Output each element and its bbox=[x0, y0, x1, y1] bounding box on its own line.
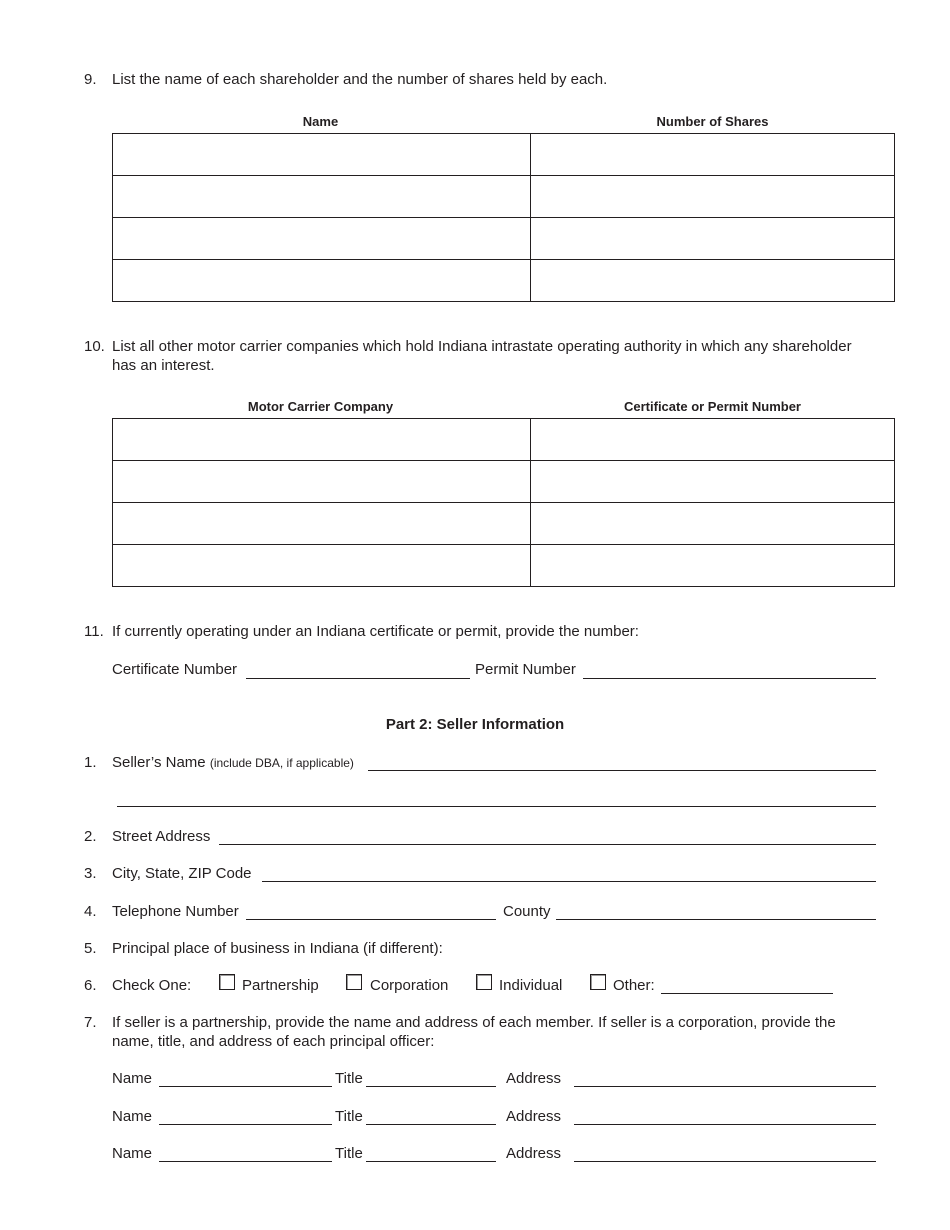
shares-cell[interactable] bbox=[531, 260, 895, 302]
motor-carrier-table bbox=[112, 418, 895, 587]
company-cell[interactable] bbox=[113, 419, 531, 461]
sellers-name-label-text: Seller’s Name bbox=[112, 754, 206, 771]
certificate-number-label: Certificate Number bbox=[112, 661, 238, 678]
shares-cell[interactable] bbox=[531, 134, 895, 176]
shareholder-name-cell[interactable] bbox=[113, 260, 531, 302]
q10-col-company-header: Motor Carrier Company bbox=[247, 399, 394, 414]
table-row bbox=[113, 176, 895, 218]
permit-number-cell[interactable] bbox=[531, 503, 895, 545]
sellers-name-field[interactable] bbox=[368, 770, 876, 771]
q9-col-shares-header: Number of Shares bbox=[656, 114, 769, 129]
dba-note: (include DBA, if applicable) bbox=[209, 756, 354, 770]
p2-q5-number: 5. bbox=[84, 940, 97, 957]
member-title-field[interactable] bbox=[366, 1086, 496, 1087]
telephone-field[interactable] bbox=[246, 919, 496, 920]
member-name-label: Name bbox=[112, 1145, 153, 1162]
member-title-field[interactable] bbox=[366, 1124, 496, 1125]
member-title-field[interactable] bbox=[366, 1161, 496, 1162]
city-state-zip-field[interactable] bbox=[262, 881, 876, 882]
q10-text-line1: List all other motor carrier companies which hold Indiana intrastate operating authority in which any shareholder bbox=[112, 338, 852, 355]
member-name-field[interactable] bbox=[159, 1086, 332, 1087]
principal-place-label: Principal place of business in Indiana (if different): bbox=[112, 940, 443, 957]
member-address-label: Address bbox=[506, 1108, 562, 1125]
other-field[interactable] bbox=[661, 993, 833, 994]
q10-col-permit-header: Certificate or Permit Number bbox=[624, 399, 801, 414]
table-row bbox=[113, 134, 895, 176]
q7-text-line2: name, title, and address of each principal officer: bbox=[112, 1033, 435, 1050]
permit-number-cell[interactable] bbox=[531, 545, 895, 587]
shares-cell[interactable] bbox=[531, 218, 895, 260]
shareholder-name-cell[interactable] bbox=[113, 176, 531, 218]
county-label: County bbox=[503, 903, 551, 920]
shareholder-name-cell[interactable] bbox=[113, 218, 531, 260]
member-address-label: Address bbox=[506, 1145, 562, 1162]
other-checkbox[interactable] bbox=[590, 974, 606, 990]
permit-number-cell[interactable] bbox=[531, 419, 895, 461]
member-name-field[interactable] bbox=[159, 1161, 332, 1162]
permit-number-label: Permit Number bbox=[475, 661, 576, 678]
member-title-label: Title bbox=[335, 1108, 363, 1125]
table-row bbox=[113, 545, 895, 587]
p2-q4-number: 4. bbox=[84, 903, 97, 920]
p2-q1-number: 1. bbox=[84, 754, 97, 771]
individual-label: Individual bbox=[499, 977, 563, 994]
member-address-field[interactable] bbox=[574, 1124, 876, 1125]
q9-text: List the name of each shareholder and the number of shares held by each. bbox=[112, 71, 608, 88]
table-row bbox=[113, 218, 895, 260]
partnership-label: Partnership bbox=[242, 977, 319, 994]
city-state-zip-label: City, State, ZIP Code bbox=[112, 865, 252, 882]
street-address-field[interactable] bbox=[219, 844, 876, 845]
street-address-label: Street Address bbox=[112, 828, 211, 845]
q7-text-line1: If seller is a partnership, provide the name and address of each member. If seller is a corporation, provide the bbox=[112, 1014, 836, 1031]
p2-q7-number: 7. bbox=[84, 1014, 97, 1031]
member-title-label: Title bbox=[335, 1070, 363, 1087]
company-cell[interactable] bbox=[113, 545, 531, 587]
other-label: Other: bbox=[613, 977, 655, 994]
certificate-number-field[interactable] bbox=[246, 678, 470, 679]
member-name-field[interactable] bbox=[159, 1124, 332, 1125]
table-row bbox=[113, 260, 895, 302]
county-field[interactable] bbox=[556, 919, 876, 920]
partnership-checkbox[interactable] bbox=[219, 974, 235, 990]
shares-cell[interactable] bbox=[531, 176, 895, 218]
telephone-label: Telephone Number bbox=[112, 903, 239, 920]
corporation-checkbox[interactable] bbox=[346, 974, 362, 990]
sellers-name-label bbox=[112, 754, 354, 771]
table-row bbox=[113, 461, 895, 503]
q9-col-name-header: Name bbox=[302, 114, 339, 129]
permit-number-cell[interactable] bbox=[531, 461, 895, 503]
shareholder-table bbox=[112, 133, 895, 302]
member-address-label: Address bbox=[506, 1070, 562, 1087]
shareholder-name-cell[interactable] bbox=[113, 134, 531, 176]
p2-q3-number: 3. bbox=[84, 865, 97, 882]
member-address-field[interactable] bbox=[574, 1161, 876, 1162]
p2-q6-number: 6. bbox=[84, 977, 97, 994]
individual-checkbox[interactable] bbox=[476, 974, 492, 990]
table-row bbox=[113, 503, 895, 545]
corporation-label: Corporation bbox=[370, 977, 449, 994]
sellers-name-field-line2[interactable] bbox=[117, 806, 876, 807]
permit-number-field[interactable] bbox=[583, 678, 876, 679]
check-one-label: Check One: bbox=[112, 977, 192, 994]
company-cell[interactable] bbox=[113, 503, 531, 545]
table-row bbox=[113, 419, 895, 461]
company-cell[interactable] bbox=[113, 461, 531, 503]
member-address-field[interactable] bbox=[574, 1086, 876, 1087]
part2-title: Part 2: Seller Information bbox=[385, 716, 565, 733]
q10-number: 10. bbox=[84, 338, 105, 355]
member-name-label: Name bbox=[112, 1108, 153, 1125]
member-title-label: Title bbox=[335, 1145, 363, 1162]
member-name-label: Name bbox=[112, 1070, 153, 1087]
p2-q2-number: 2. bbox=[84, 828, 97, 845]
q11-text: If currently operating under an Indiana certificate or permit, provide the number: bbox=[112, 623, 639, 640]
q10-text-line2: has an interest. bbox=[112, 357, 215, 374]
q9-number: 9. bbox=[84, 71, 97, 88]
q11-number: 11. bbox=[84, 623, 104, 640]
